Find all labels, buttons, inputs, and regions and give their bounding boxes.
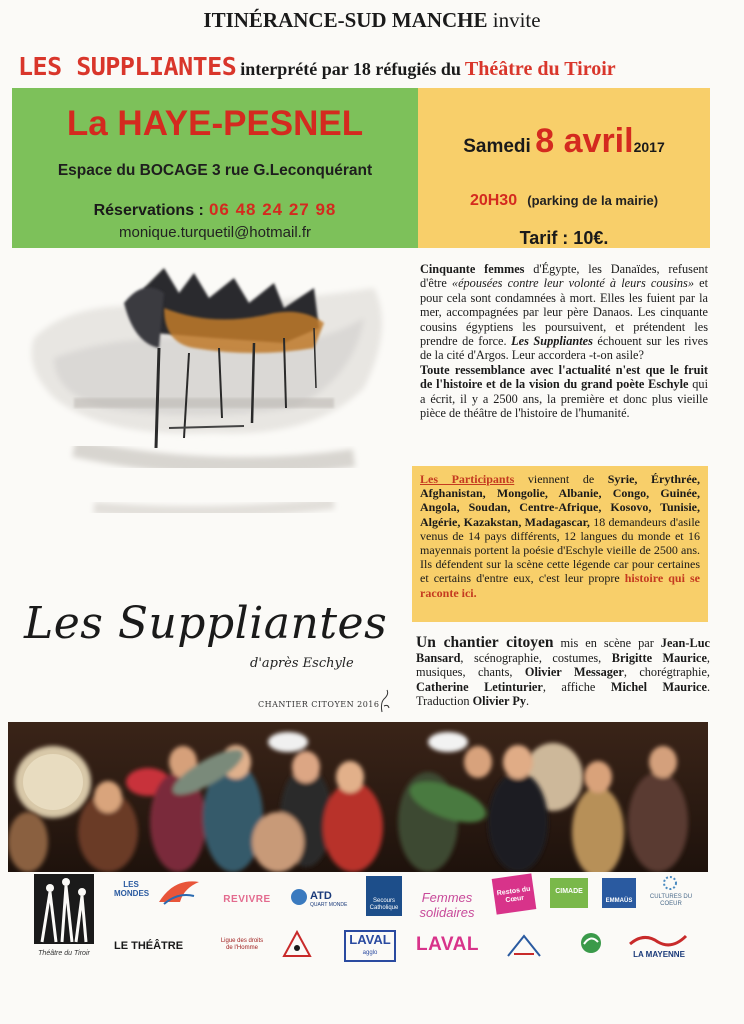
parking-info: (parking de la mairie) xyxy=(527,193,659,208)
synopsis-lead: Cinquante femmes xyxy=(420,262,525,276)
atd-logo: ATD xyxy=(310,890,332,902)
invite-word: invite xyxy=(492,8,541,32)
participants-countries: Syrie, Érythrée, Afghanistan, Mongolie, Albanie, Congo, Guinée, Angola, Soudan, Centre-Afrique, Kosovo, Tunisie, Algérie, Kazakstan, Madagascar, xyxy=(420,472,700,529)
secours-catholique-logo: Secours Catholique xyxy=(366,876,402,916)
la-mayenne-logo: LA MAYENNE xyxy=(633,950,685,959)
participants-text-a: viennent de xyxy=(514,472,608,486)
bird-logo-icon xyxy=(154,874,204,908)
event-year: 2017 xyxy=(633,139,665,155)
triangle-logo-icon xyxy=(282,930,312,958)
artwork-credit: CHANTIER CITOYEN 2016 xyxy=(258,700,380,709)
credit-name-translation: Olivier Py xyxy=(472,694,526,708)
cultures-dots-icon xyxy=(656,874,684,892)
credits-text-e: , affiche xyxy=(542,679,611,694)
credits-text-f: . Traduction xyxy=(416,679,711,708)
ticket-price: Tarif : 10€. xyxy=(519,228,609,248)
town-name: La HAYE-PESNEL xyxy=(66,104,364,143)
participants-box xyxy=(412,466,708,622)
synopsis-quote: «épousées contre leur volonté à leurs cousins» xyxy=(451,276,694,291)
phone-number[interactable]: 06 48 24 27 98 xyxy=(208,200,337,219)
event-date-number: 8 avril xyxy=(535,122,634,160)
theatre-du-tiroir-logo-icon xyxy=(32,872,96,958)
credits-text-c: , musiques, chants, xyxy=(416,650,710,679)
artwork-subtitle: d'après Eschyle xyxy=(250,656,354,671)
reservations xyxy=(12,200,418,220)
atd-circle-icon xyxy=(290,888,308,906)
synopsis-paragraph-1 xyxy=(420,262,708,363)
venue-address: Espace du BOCAGE 3 rue G.Leconquérant xyxy=(57,162,373,179)
ligue-droits-homme-logo: Ligue des droits de l'Homme xyxy=(220,938,264,951)
organizer-header xyxy=(0,8,744,33)
partner-logos xyxy=(28,872,718,1012)
credits-text-d: , chorégtraphie, xyxy=(623,665,710,679)
tiroir-caption: Théâtre du Tiroir xyxy=(38,950,90,957)
reservations-label: Réservations : xyxy=(93,202,204,219)
credit-name-artist: Michel Maurice xyxy=(610,679,707,694)
painting-image xyxy=(14,248,410,588)
les-mondes-logo: LES MONDES xyxy=(114,880,150,898)
credit-name-director: Jean-Luc Bansard xyxy=(416,636,710,665)
event-date xyxy=(418,122,710,161)
revivre-logo: REVIVRE xyxy=(223,894,271,905)
credit-name-music: Brigitte Maurice xyxy=(611,650,707,665)
venue-box xyxy=(12,88,418,248)
le-theatre-logo: LE THÉÂTRE xyxy=(114,940,184,952)
performance-photo xyxy=(8,722,708,872)
credit-name-choreography: Olivier Messager xyxy=(524,665,624,679)
laval-agglo-logo: LAVAL xyxy=(344,930,396,962)
show-title: LES SUPPLIANTES xyxy=(18,52,237,81)
synopsis-emphasis: Toute ressemblance avec l'actualité n'est que le fruit de l'histoire et de la vision du grand poète Eschyle xyxy=(420,362,708,392)
event-day: Samedi xyxy=(463,136,531,157)
event-time-line xyxy=(418,190,710,210)
department-logo-icon xyxy=(504,930,544,962)
participants-text-c: histoire qui se raconte ici. xyxy=(420,571,700,600)
date-box xyxy=(418,88,710,248)
credits-text-b: , scénographie, costumes, xyxy=(460,650,612,665)
synopsis-text-d: qui a écrit, il y a 2500 ans, la première et donc plus vieille pièce de théâtre de l'histoire de l'humanité. xyxy=(420,377,708,421)
show-header xyxy=(18,52,718,81)
synopsis-text-c: échouent sur les rives de la cité d'Argos. Leur accordera -t-on asile? xyxy=(420,334,708,363)
cultures-du-coeur-logo: CULTURES DU COEUR xyxy=(649,894,693,907)
organizer-name: ITINÉRANCE-SUD MANCHE xyxy=(203,8,488,32)
synopsis-play-title: Les Suppliantes xyxy=(511,334,593,349)
credits-text-g: . xyxy=(525,694,530,708)
company-name: Théâtre du Tiroir xyxy=(464,58,616,80)
synopsis-text xyxy=(420,262,708,420)
credits-title: Un chantier citoyen xyxy=(416,634,554,651)
laval-logo: LAVAL xyxy=(416,934,480,955)
participants-label: Les Participants xyxy=(420,472,515,486)
artwork-title: Les Suppliantes xyxy=(24,598,388,649)
mayenne-wave-icon xyxy=(628,930,688,950)
synopsis-text-b: et pour cela sont condamnées à mort. Elles les fuient par la mer, accompagnées par leur père Danaos. Les cinquante cousins égyptiens les poursuivent, et prétendent les prendre de force. xyxy=(420,276,708,349)
atd-subtitle: QUART MONDE xyxy=(310,902,348,908)
interpreted-by: interprété par 18 réfugiés du xyxy=(240,59,461,79)
femmes-solidaires-logo: Femmes solidaires xyxy=(419,890,475,920)
credits-text xyxy=(416,636,710,709)
email-address[interactable]: monique.turquetil@hotmail.fr xyxy=(119,224,311,241)
event-time: 20H30 xyxy=(469,192,518,209)
synopsis-paragraph-2 xyxy=(420,363,708,421)
laval-agglo-subtitle: agglo xyxy=(362,950,378,956)
cimade-logo: CIMADE xyxy=(550,878,588,908)
credits-text-a: mis en scène par xyxy=(553,636,661,650)
green-swirl-icon xyxy=(576,930,606,956)
emmaus-logo: EMMAÜS xyxy=(602,878,636,908)
restos-du-coeur-logo: Restos du Cœur xyxy=(492,873,537,914)
participants-text-b: 18 demandeurs d'asile venus de 14 pays différents, 12 langues du monde et 16 mayennais portent la poésie d'Eschyle vieille de 2500 ans. Ils défendent sur la scène cette légende car pour certaines et certains d'entre eux, c'est leur propre xyxy=(420,514,700,586)
synopsis-text-a: d'Égypte, les Danaïdes, refusent d'être xyxy=(420,262,708,291)
credit-name-poster: Catherine Letinturier xyxy=(416,679,543,694)
artist-signature-icon xyxy=(378,688,392,714)
